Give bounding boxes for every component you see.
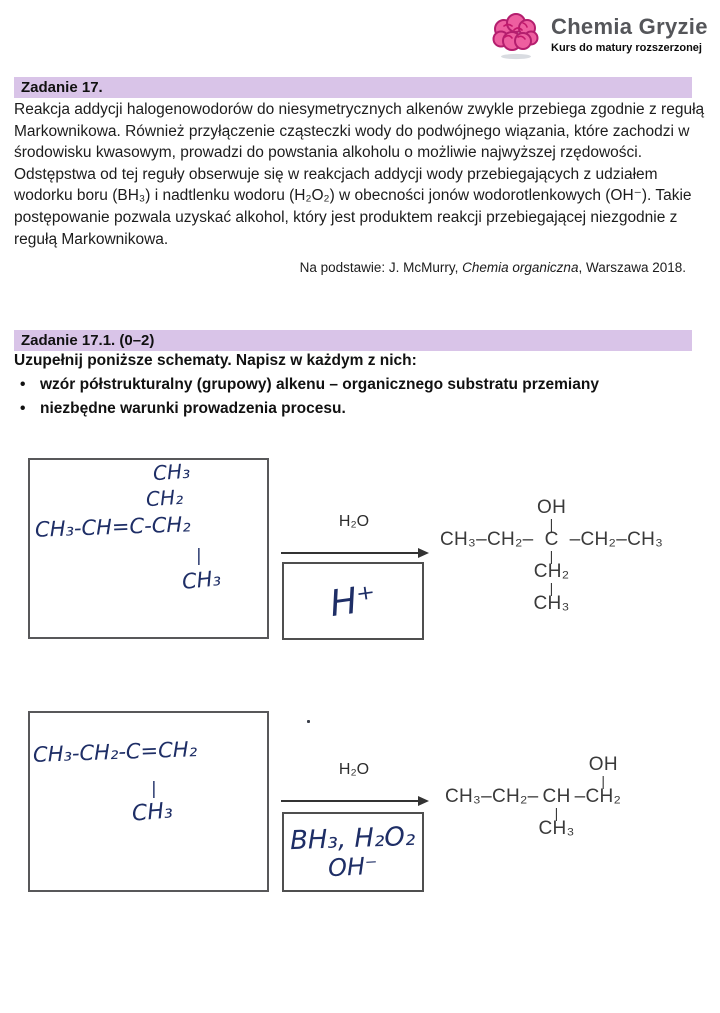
- product2-bond-oh: |: [601, 773, 606, 789]
- product2-oh-group: OH: [588, 754, 618, 775]
- handwritten-alkene1-branch-mid: CH₂: [145, 484, 184, 512]
- brand-title: Chemia Gryzie: [551, 14, 708, 39]
- product1-central-carbon: C: [544, 529, 559, 550]
- product1-chain-right: –CH₂–CH₃: [569, 529, 664, 550]
- conditions-box-1: [282, 562, 424, 640]
- handwritten-alkene2-bond: |: [151, 779, 157, 799]
- product1-oh-group: OH: [537, 497, 567, 518]
- handwritten-conditions-2-line1: BH₃, H₂O₂: [289, 821, 417, 857]
- handwritten-alkene1-bond: |: [196, 546, 202, 566]
- handwritten-alkene2-main-chain: CH₃-CH₂-C=CH₂: [32, 737, 198, 767]
- product1-branch-ch2: CH₂: [533, 561, 570, 582]
- product1-bond-mid: |: [549, 548, 554, 564]
- reagent-label-1: H₂O: [338, 513, 370, 530]
- reaction-arrow-1: [281, 552, 427, 554]
- requirement-item-2: • niezbędne warunki prowadzenia procesu.: [14, 398, 599, 420]
- answer-box-alkene-1: [28, 458, 269, 639]
- task-17-description: Reakcja addycji halogenowodorów do niesymetrycznych alkenów zwykle przebiega zgodnie z regułą Markownikowa. Również przyłączenie cząsteczki wody do podwójnego wiązania, które zachodzi w środowisku kwasowym, prowadzi do powstania alkoholu o możliwie najwyższej rzędowości. Odstępstwa od tej reguły obserwuje się w reakcjach addycji wody przebiegających z udziałem wodorku boru (BH₃) i nadtlenku wodoru (H₂O₂) w obecności jonów wodorotlenkowych (OH⁻). Takie postępowanie pozwala uzyskać alkohol, który jest produktem reakcji przebiegającej niezgodnie z regułą Markownikowa.: [14, 101, 705, 248]
- product2-branch-ch3: CH₃: [538, 818, 575, 839]
- conditions-box-2: [282, 812, 424, 892]
- task-17-heading: Zadanie 17.: [14, 77, 692, 98]
- source-citation: [14, 260, 686, 275]
- reaction-arrow-2: [281, 800, 427, 802]
- brand-subtitle: Kurs do matury rozszerzonej: [551, 42, 702, 54]
- product2-ch-carbon: CH: [542, 786, 571, 807]
- handwritten-alkene1-branch-bottom: CH₃: [180, 566, 223, 594]
- task-171-heading: Zadanie 17.1. (0–2): [14, 330, 692, 351]
- handwritten-alkene1-branch-top: CH₃: [152, 458, 191, 486]
- product-structure-1: [440, 497, 663, 615]
- handwritten-alkene1-main-chain: CH₃-CH=C-CH₂: [34, 512, 191, 542]
- product-structure-2: [445, 754, 621, 840]
- product1-chain-left: CH₃–CH₂–: [440, 529, 534, 550]
- source-book-title: Chemia organiczna: [462, 260, 579, 275]
- product1-branch-ch3: CH₃: [533, 593, 570, 614]
- source-suffix: , Warszawa 2018.: [578, 260, 686, 275]
- handwritten-conditions-1: H⁺: [327, 577, 379, 625]
- product1-bond-low: |: [549, 580, 554, 596]
- brain-logo-icon: [490, 10, 542, 60]
- product2-bond-below: |: [554, 805, 559, 821]
- product2-terminal-ch2: CH₂: [585, 786, 622, 807]
- product2-chain-left: CH₃–CH₂–: [445, 786, 539, 807]
- reagent-label-2: H₂O: [338, 761, 370, 778]
- stray-ink-dot: [307, 720, 310, 723]
- handwritten-alkene2-branch-bottom: CH₃: [130, 798, 174, 827]
- requirement-item-1: • wzór półstrukturalny (grupowy) alkenu – organicznego substratu przemiany: [14, 374, 599, 396]
- task-171-requirements-list: [14, 374, 599, 422]
- source-prefix: Na podstawie: J. McMurry,: [299, 260, 463, 275]
- product1-bond-top: |: [549, 516, 554, 532]
- product2-bond-dash: –: [574, 786, 586, 807]
- handwritten-conditions-2-line2: OH⁻: [327, 851, 379, 883]
- task-171-instruction: Uzupełnij poniższe schematy. Napisz w każdym z nich:: [14, 352, 417, 369]
